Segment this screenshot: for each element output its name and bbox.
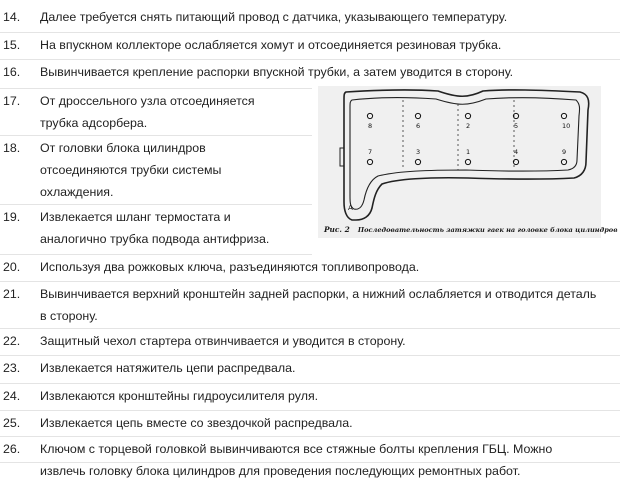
divider bbox=[0, 32, 620, 33]
step-text-line: От дроссельного узла отсоединяется bbox=[40, 94, 255, 108]
step-text-line: аналогично трубка подвода антифриза. bbox=[40, 232, 270, 246]
step-text-line: Вывинчивается верхний кронштейн задней распорки, а нижний ослабляется и отводится деталь bbox=[40, 287, 597, 301]
step-text-line: охлаждения. bbox=[40, 185, 114, 199]
step-text-line: Извлекаются кронштейны гидроусилителя руля. bbox=[40, 389, 319, 403]
step-number: 18. bbox=[3, 141, 21, 155]
figure-caption-text: Последовательность затяжки гаек на головке блока цилиндров bbox=[357, 226, 618, 234]
step-number: 14. bbox=[3, 10, 21, 24]
divider bbox=[0, 410, 620, 411]
step-number: 15. bbox=[3, 38, 21, 52]
bolt-number: 6 bbox=[416, 122, 421, 130]
step-text-line: в сторону. bbox=[40, 308, 98, 323]
divider bbox=[0, 436, 620, 437]
step-number: 25. bbox=[3, 416, 21, 430]
divider bbox=[0, 254, 312, 255]
gasket-figure bbox=[318, 86, 618, 238]
bolt-number: 1 bbox=[466, 148, 471, 156]
figure-caption bbox=[324, 225, 618, 234]
step-text-line: трубка адсорбера. bbox=[40, 116, 148, 130]
step-text-line: Далее требуется снять питающий провод с датчика, указывающего температуру. bbox=[40, 10, 508, 24]
step-text-line: Ключом с торцевой головкой вывинчиваются все стяжные болты крепления ГБЦ. Можно bbox=[40, 442, 553, 456]
divider bbox=[0, 328, 620, 329]
step-text-line: извлечь головку блока цилиндров для проведения последующих ремонтных работ. bbox=[40, 463, 521, 478]
bolt-number: 3 bbox=[416, 148, 421, 156]
step-text-line: На впускном коллекторе ослабляется хомут и отсоединяется резиновая трубка. bbox=[40, 38, 502, 52]
divider bbox=[0, 383, 620, 384]
step-text-line: Защитный чехол стартера отвинчивается и уводится в сторону. bbox=[40, 334, 406, 348]
step-number: 16. bbox=[3, 65, 21, 79]
figure-marker: A bbox=[348, 204, 353, 212]
step-number: 26. bbox=[3, 442, 21, 456]
step-text-line: Извлекается цепь вместе со звездочкой распредвала. bbox=[40, 416, 353, 430]
bolt-number: 5 bbox=[514, 122, 519, 130]
bolt-number: 10 bbox=[562, 122, 571, 130]
step-number: 20. bbox=[3, 260, 21, 274]
step-number: 22. bbox=[3, 334, 21, 348]
figure-label: Рис. 2 bbox=[324, 225, 350, 234]
divider bbox=[0, 281, 620, 282]
bolt-number: 9 bbox=[562, 148, 567, 156]
bolt-number: 2 bbox=[466, 122, 471, 130]
step-text-line: От головки блока цилиндров bbox=[40, 141, 206, 155]
step-number: 17. bbox=[3, 94, 21, 108]
step-number: 24. bbox=[3, 389, 21, 403]
bolt-number: 8 bbox=[368, 122, 373, 130]
divider bbox=[0, 204, 312, 205]
divider bbox=[0, 462, 620, 463]
step-number: 23. bbox=[3, 361, 21, 375]
divider bbox=[0, 355, 620, 356]
step-text-line: Используя два рожковых ключа, разъединяются топливопровода. bbox=[40, 260, 420, 274]
step-number: 19. bbox=[3, 210, 21, 224]
bolt-number: 4 bbox=[514, 148, 519, 156]
divider bbox=[0, 59, 620, 60]
divider bbox=[0, 88, 312, 89]
divider bbox=[0, 135, 312, 136]
step-text-line: Извлекается шланг термостата и bbox=[40, 210, 231, 224]
gasket-diagram bbox=[318, 86, 601, 238]
step-text-line: Извлекается натяжитель цепи распредвала. bbox=[40, 361, 296, 375]
step-number: 21. bbox=[3, 287, 21, 301]
bolt-number: 7 bbox=[368, 148, 373, 156]
step-text-line: Вывинчивается крепление распорки впускной трубки, а затем уводится в сторону. bbox=[40, 65, 514, 79]
step-text-line: отсоединяются трубки системы bbox=[40, 163, 222, 177]
